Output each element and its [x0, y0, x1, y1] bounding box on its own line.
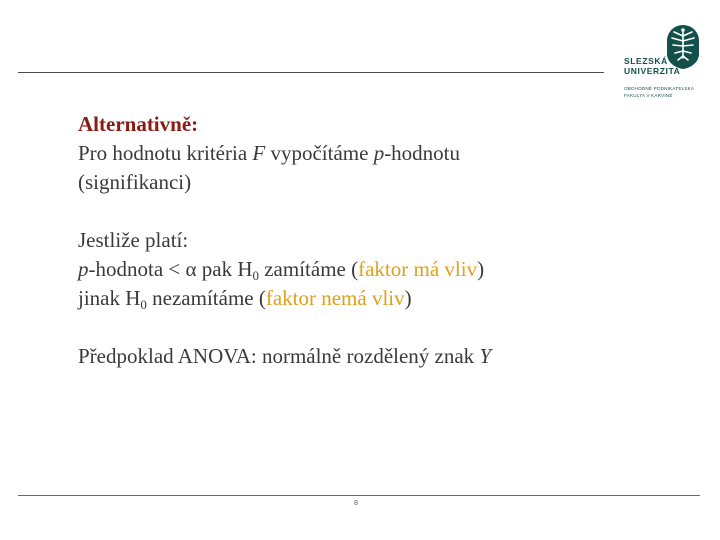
text-segment: vypočítáme [265, 141, 374, 165]
variable-p: p [78, 257, 89, 281]
text-segment: zamítáme ( [258, 257, 359, 281]
page-number: 8 [354, 500, 358, 507]
variable-p: p [373, 141, 385, 165]
text-segment: nezamítáme ( [146, 286, 266, 310]
text-segment: ) [477, 257, 485, 281]
text-segment: -hodnota < α pak H [88, 257, 253, 281]
condition-not-reject [78, 284, 638, 313]
text-segment: jinak H [78, 286, 141, 310]
text-segment: -hodnotu [384, 141, 461, 165]
faculty-line-1: OBCHODNĚ PODNIKATELSKÁ [624, 86, 695, 91]
university-logo [622, 24, 708, 104]
slide-heading: Alternativně: [78, 112, 199, 136]
text-segment: Předpoklad ANOVA: normálně rozdělený znak [78, 344, 480, 368]
highlight-no-factor-effect: faktor nemá vliv [265, 286, 405, 310]
condition-reject [78, 255, 638, 284]
anova-assumption [78, 342, 638, 371]
logo-line-2: UNIVERZITA [624, 66, 681, 76]
condition-title: Jestliže platí: [78, 228, 189, 252]
text-segment: ) [404, 286, 412, 310]
text-segment: Pro hodnotu kritéria [78, 141, 253, 165]
variable-F: F [252, 141, 266, 165]
faculty-line-2: FAKULTA V KARVINÉ [624, 92, 673, 98]
highlight-factor-effect: faktor má vliv [358, 257, 478, 281]
slide-content [78, 110, 638, 371]
footer-divider [18, 495, 700, 496]
significance-line: (signifikanci) [78, 170, 192, 194]
criterion-line [78, 139, 638, 168]
logo-line-1: SLEZSKÁ [624, 56, 668, 66]
subscript: 0 [252, 268, 259, 283]
header-divider [18, 72, 604, 73]
subscript: 0 [140, 297, 147, 312]
variable-Y: Y [479, 344, 492, 368]
university-name [624, 56, 680, 76]
faculty-name [624, 86, 694, 99]
